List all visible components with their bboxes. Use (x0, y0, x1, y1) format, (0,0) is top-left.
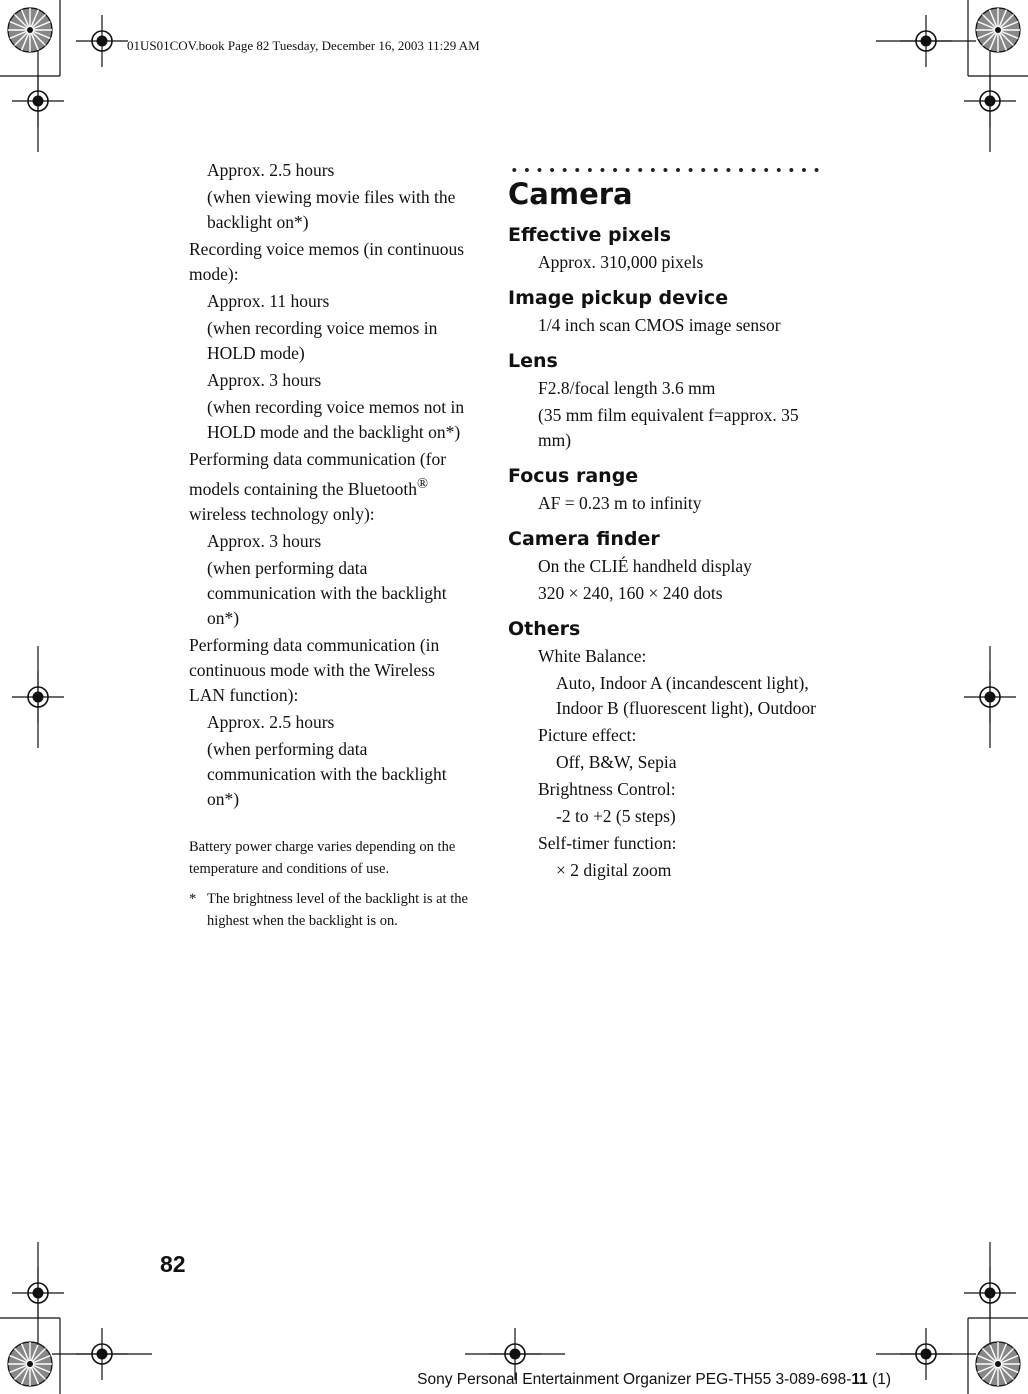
focus-range-value: AF = 0.23 m to infinity (538, 493, 702, 513)
registered-mark: ® (416, 476, 429, 492)
battery-line-2: (when viewing movie files with the backlight on*) (207, 187, 456, 232)
battery-line-13: (when performing data communication with the backlight on*) (207, 738, 447, 809)
image-pickup-value: 1/4 inch scan CMOS image sensor (538, 315, 781, 335)
heading-others: Others (508, 618, 581, 640)
brightness-control-value: -2 to +2 (5 steps) (556, 806, 676, 826)
heading-lens: Lens (508, 350, 558, 372)
heading-focus-range: Focus range (508, 465, 639, 487)
battery-line-10: (when performing data communication with the backlight on*) (207, 557, 447, 628)
battery-line-4: Approx. 11 hours (207, 291, 330, 311)
camera-finder-value-2: 320 × 240, 160 × 240 dots (538, 583, 723, 603)
battery-line-6: Approx. 3 hours (207, 370, 322, 390)
page-number: 82 (160, 1251, 186, 1277)
picture-effect-value: Off, B&W, Sepia (556, 752, 677, 772)
effective-pixels-value: Approx. 310,000 pixels (538, 252, 704, 272)
footer-prefix: Sony Personal Entertainment Organizer PEG-TH55 3-089-698- (417, 1371, 852, 1388)
battery-note: Battery power charge varies depending on the temperature and conditions of use. (189, 838, 456, 877)
camera-finder-value-1: On the CLIÉ handheld display (538, 556, 752, 576)
battery-line-3: Recording voice memos (in continuous mode): (189, 239, 465, 284)
left-column (189, 158, 474, 932)
bluetooth-text: Performing data communication (for models containing the Bluetooth (189, 449, 447, 499)
footer-suffix: (1) (867, 1371, 891, 1388)
self-timer-value: × 2 digital zoom (556, 860, 672, 880)
footnote-mark: * (189, 890, 197, 907)
right-column (508, 158, 828, 885)
book-info-header: 01US01COV.book Page 82 Tuesday, December 16, 2003 11:29 AM (127, 38, 480, 53)
section-title: Camera (508, 177, 633, 211)
bluetooth-text-tail: wireless technology only): (189, 503, 375, 524)
footnote (189, 888, 474, 932)
battery-line-12: Approx. 2.5 hours (207, 711, 335, 732)
lens-value-2: (35 mm film equivalent f=approx. 35 mm) (538, 405, 799, 450)
footer-bold: 11 (851, 1371, 868, 1388)
self-timer-label: Self-timer function: (538, 833, 677, 853)
battery-line-1: Approx. 2.5 hours (207, 160, 335, 180)
battery-line-5: (when recording voice memos in HOLD mode) (207, 318, 438, 363)
battery-line-9: Approx. 3 hours (207, 530, 322, 551)
lens-value-1: F2.8/focal length 3.6 mm (538, 378, 716, 398)
white-balance-value: Auto, Indoor A (incandescent light), Indoor B (fluorescent light), Outdoor (556, 673, 817, 718)
battery-line-7: (when recording voice memos not in HOLD mode and the backlight on*) (207, 397, 465, 442)
footer-text (417, 1371, 891, 1389)
brightness-control-label: Brightness Control: (538, 779, 676, 799)
heading-image-pickup: Image pickup device (508, 287, 729, 309)
footnote-text: The brightness level of the backlight is at the highest when the backlight is on. (207, 890, 468, 929)
picture-effect-label: Picture effect: (538, 725, 637, 745)
battery-line-8 (189, 447, 474, 527)
heading-effective-pixels: Effective pixels (508, 224, 672, 246)
white-balance-label: White Balance: (538, 646, 647, 666)
dotted-rule (508, 166, 824, 174)
heading-camera-finder: Camera finder (508, 528, 660, 550)
battery-line-11: Performing data communication (in continuous mode with the Wireless LAN function): (189, 634, 440, 705)
